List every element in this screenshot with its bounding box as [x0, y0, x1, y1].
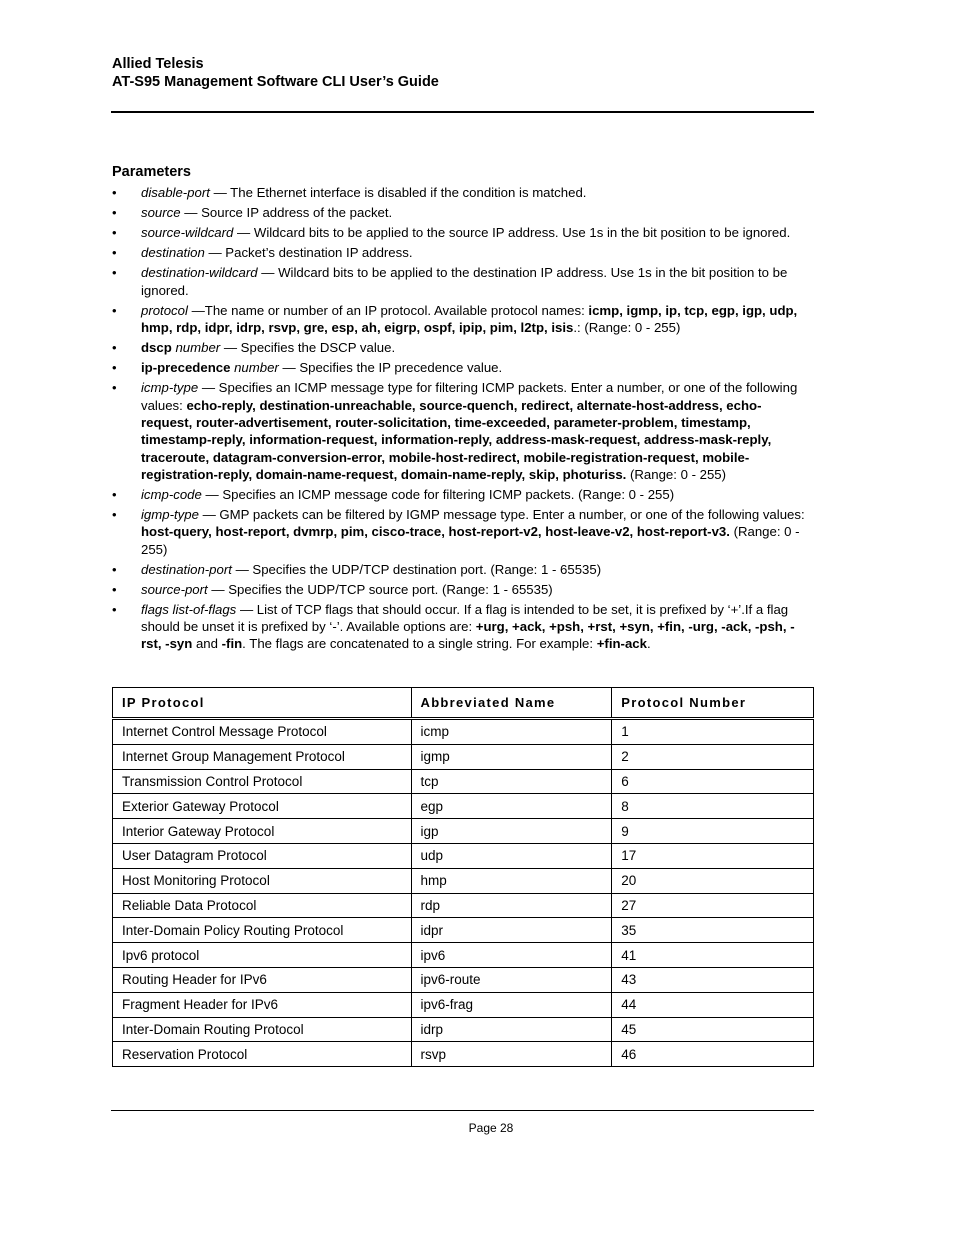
cell-abbreviated-name: udp	[411, 843, 612, 868]
table-row	[113, 1042, 814, 1067]
parameter-text: —The name or number of an IP protocol. Available protocol names:	[187, 302, 589, 318]
parameter-text: . The flags are concatenated to a single string. For example:	[242, 636, 597, 652]
cell-ip-protocol: Inter-Domain Routing Protocol	[113, 1017, 412, 1042]
parameter-list	[112, 184, 812, 656]
parameter-text: — Specifies the UDP/TCP source port. (Range: 1 - 65535)	[207, 581, 553, 597]
cell-abbreviated-name: ipv6	[411, 943, 612, 968]
cell-ip-protocol: Inter-Domain Policy Routing Protocol	[113, 918, 412, 943]
cell-abbreviated-name: icmp	[411, 719, 612, 745]
parameter-term: destination	[141, 245, 205, 261]
cell-ip-protocol: Fragment Header for IPv6	[113, 992, 412, 1017]
table-row	[113, 893, 814, 918]
parameter-term: source-port	[141, 581, 208, 597]
parameter-item	[112, 184, 812, 201]
parameter-term: flags list-of-flags	[141, 601, 237, 617]
parameter-text: — Specifies an ICMP message type for filtering ICMP packets. Enter a number, or one of the following values:	[141, 380, 798, 413]
table-row	[113, 943, 814, 968]
table-body	[113, 719, 814, 1067]
cell-protocol-number: 44	[612, 992, 814, 1017]
cell-protocol-number: 6	[612, 769, 814, 794]
cell-protocol-number: 46	[612, 1042, 814, 1067]
parameter-text: — Specifies the UDP/TCP destination port. (Range: 1 - 65535)	[231, 561, 602, 577]
parameter-text: — GMP packets can be filtered by IGMP message type. Enter a number, or one of the following values:	[198, 507, 805, 523]
parameter-item	[112, 224, 812, 241]
parameter-keyword: +fin-ack	[596, 636, 647, 652]
cell-protocol-number: 8	[612, 794, 814, 819]
cell-abbreviated-name: ipv6-frag	[411, 992, 612, 1017]
cell-abbreviated-name: idpr	[411, 918, 612, 943]
cell-protocol-number: 20	[612, 868, 814, 893]
cell-protocol-number: 27	[612, 893, 814, 918]
cell-abbreviated-name: idrp	[411, 1017, 612, 1042]
table-row	[113, 819, 814, 844]
table-row	[113, 992, 814, 1017]
parameter-item	[112, 379, 812, 483]
table-row	[113, 1017, 814, 1042]
parameter-term: disable-port	[141, 185, 210, 200]
table-row	[113, 744, 814, 769]
table-header-row	[113, 688, 814, 719]
column-header-ip-protocol: IP Protocol	[113, 688, 412, 719]
parameter-keyword: dscp	[141, 340, 172, 356]
cell-abbreviated-name: rsvp	[411, 1042, 612, 1067]
footer-divider	[111, 1110, 814, 1111]
parameter-text: — Source IP address of the packet.	[180, 205, 393, 221]
parameter-keyword: ip-precedence	[141, 360, 231, 376]
cell-ip-protocol: User Datagram Protocol	[113, 843, 412, 868]
cell-protocol-number: 41	[612, 943, 814, 968]
page-number: Page 28	[468, 1121, 514, 1135]
parameter-term: destination-port	[141, 561, 232, 577]
parameter-text: — The Ethernet interface is disabled if the condition is matched.	[209, 185, 587, 200]
parameter-term: source	[141, 205, 181, 221]
parameter-term: igmp-type	[141, 507, 199, 523]
parameter-text: .	[646, 636, 651, 652]
parameter-text: — List of TCP flags that should occur. If a flag is intended to be set, it is prefixed by ‘+’.If a flag should be unset it is prefixed by ‘-’. Available options are:	[141, 601, 789, 635]
parameter-keyword: icmp, igmp, ip, tcp, egp, igp, udp, hmp, rdp, idpr, idrp, rsvp, gre, esp, ah, eigrp, ospf, ipip, pim, l2tp, isis	[141, 302, 798, 336]
cell-protocol-number: 45	[612, 1017, 814, 1042]
parameter-item	[112, 302, 812, 337]
document-title: AT-S95 Management Software CLI User’s Guide	[112, 74, 439, 90]
parameter-item	[112, 506, 812, 558]
parameter-text: .: (Range: 0 - 255)	[573, 320, 681, 336]
parameter-keyword: echo-reply, destination-unreachable, source-quench, redirect, alternate-host-address, echo-request, router-advertisement, router-solicitation, time-exceeded, parameter-problem, timestamp, timestamp-reply, information-request, information-reply, address-mask-request, address-mask-reply, traceroute, datagram-conversion-error, mobile-host-redirect, mobile-registration-request, mobile-registration-reply, domain-name-request, domain-name-reply, skip, photuriss.	[141, 397, 772, 482]
cell-protocol-number: 35	[612, 918, 814, 943]
parameter-text: — Wildcard bits to be applied to the destination IP address. Use 1s in the bit position to be ignored.	[141, 265, 788, 298]
cell-protocol-number: 2	[612, 744, 814, 769]
parameter-term: icmp-code	[141, 486, 202, 502]
parameter-keyword: host-query, host-report, dvmrp, pim, cisco-trace, host-report-v2, host-leave-v2, host-report-v3.	[141, 524, 730, 540]
parameter-text: — Specifies the IP precedence value.	[278, 360, 503, 376]
cell-abbreviated-name: igp	[411, 819, 612, 844]
table-row	[113, 843, 814, 868]
parameter-item	[112, 561, 812, 578]
table-row	[113, 868, 814, 893]
cell-ip-protocol: Reliable Data Protocol	[113, 893, 412, 918]
cell-abbreviated-name: tcp	[411, 769, 612, 794]
cell-ip-protocol: Routing Header for IPv6	[113, 967, 412, 992]
cell-abbreviated-name: ipv6-route	[411, 967, 612, 992]
page-header	[112, 55, 439, 91]
cell-ip-protocol: Host Monitoring Protocol	[113, 868, 412, 893]
cell-abbreviated-name: rdp	[411, 893, 612, 918]
protocol-table	[112, 687, 814, 1067]
parameter-text: (Range: 0 - 255)	[626, 466, 727, 482]
parameter-text: and	[192, 636, 222, 652]
parameter-text: — Specifies the DSCP value.	[220, 340, 396, 356]
cell-abbreviated-name: hmp	[411, 868, 612, 893]
cell-ip-protocol: Internet Control Message Protocol	[113, 719, 412, 745]
column-header-abbreviated-name: Abbreviated Name	[411, 688, 612, 719]
cell-ip-protocol: Transmission Control Protocol	[113, 769, 412, 794]
parameter-text: — Wildcard bits to be applied to the source IP address. Use 1s in the bit position to be ignored.	[233, 225, 791, 241]
cell-ip-protocol: Ipv6 protocol	[113, 943, 412, 968]
parameter-text: — Packet’s destination IP address.	[204, 245, 413, 261]
cell-protocol-number: 9	[612, 819, 814, 844]
parameter-item	[112, 339, 812, 356]
parameter-text: — Specifies an ICMP message code for filtering ICMP packets. (Range: 0 - 255)	[201, 486, 675, 502]
parameter-term: number	[234, 360, 279, 376]
table-row	[113, 918, 814, 943]
header-divider	[111, 111, 814, 113]
parameter-term: protocol	[141, 302, 188, 318]
parameter-term: icmp-type	[141, 380, 199, 396]
table-row	[113, 967, 814, 992]
column-header-protocol-number: Protocol Number	[612, 688, 814, 719]
parameter-term: destination-wildcard	[141, 265, 258, 281]
parameter-item	[112, 359, 812, 376]
cell-ip-protocol: Exterior Gateway Protocol	[113, 794, 412, 819]
table-row	[113, 719, 814, 745]
cell-protocol-number: 17	[612, 843, 814, 868]
cell-abbreviated-name: igmp	[411, 744, 612, 769]
parameter-item	[112, 204, 812, 221]
company-name: Allied Telesis	[112, 56, 204, 72]
cell-protocol-number: 43	[612, 967, 814, 992]
cell-ip-protocol: Internet Group Management Protocol	[113, 744, 412, 769]
parameter-item	[112, 486, 812, 503]
parameter-item	[112, 581, 812, 598]
parameter-item	[112, 601, 812, 653]
table-row	[113, 769, 814, 794]
table-row	[113, 794, 814, 819]
parameter-keyword: -fin	[221, 636, 243, 652]
cell-ip-protocol: Interior Gateway Protocol	[113, 819, 412, 844]
cell-ip-protocol: Reservation Protocol	[113, 1042, 412, 1067]
parameter-item	[112, 244, 812, 261]
parameter-term: number	[175, 340, 221, 356]
parameter-keyword: +urg, +ack, +psh, +rst, +syn, +fin, -urg, -ack, -psh, -rst, -syn	[141, 619, 795, 652]
parameter-term: source-wildcard	[141, 225, 234, 241]
section-title: Parameters	[112, 164, 191, 180]
cell-protocol-number: 1	[612, 719, 814, 745]
parameter-text: (Range: 0 - 255)	[141, 524, 800, 557]
cell-abbreviated-name: egp	[411, 794, 612, 819]
parameter-item	[112, 264, 812, 299]
